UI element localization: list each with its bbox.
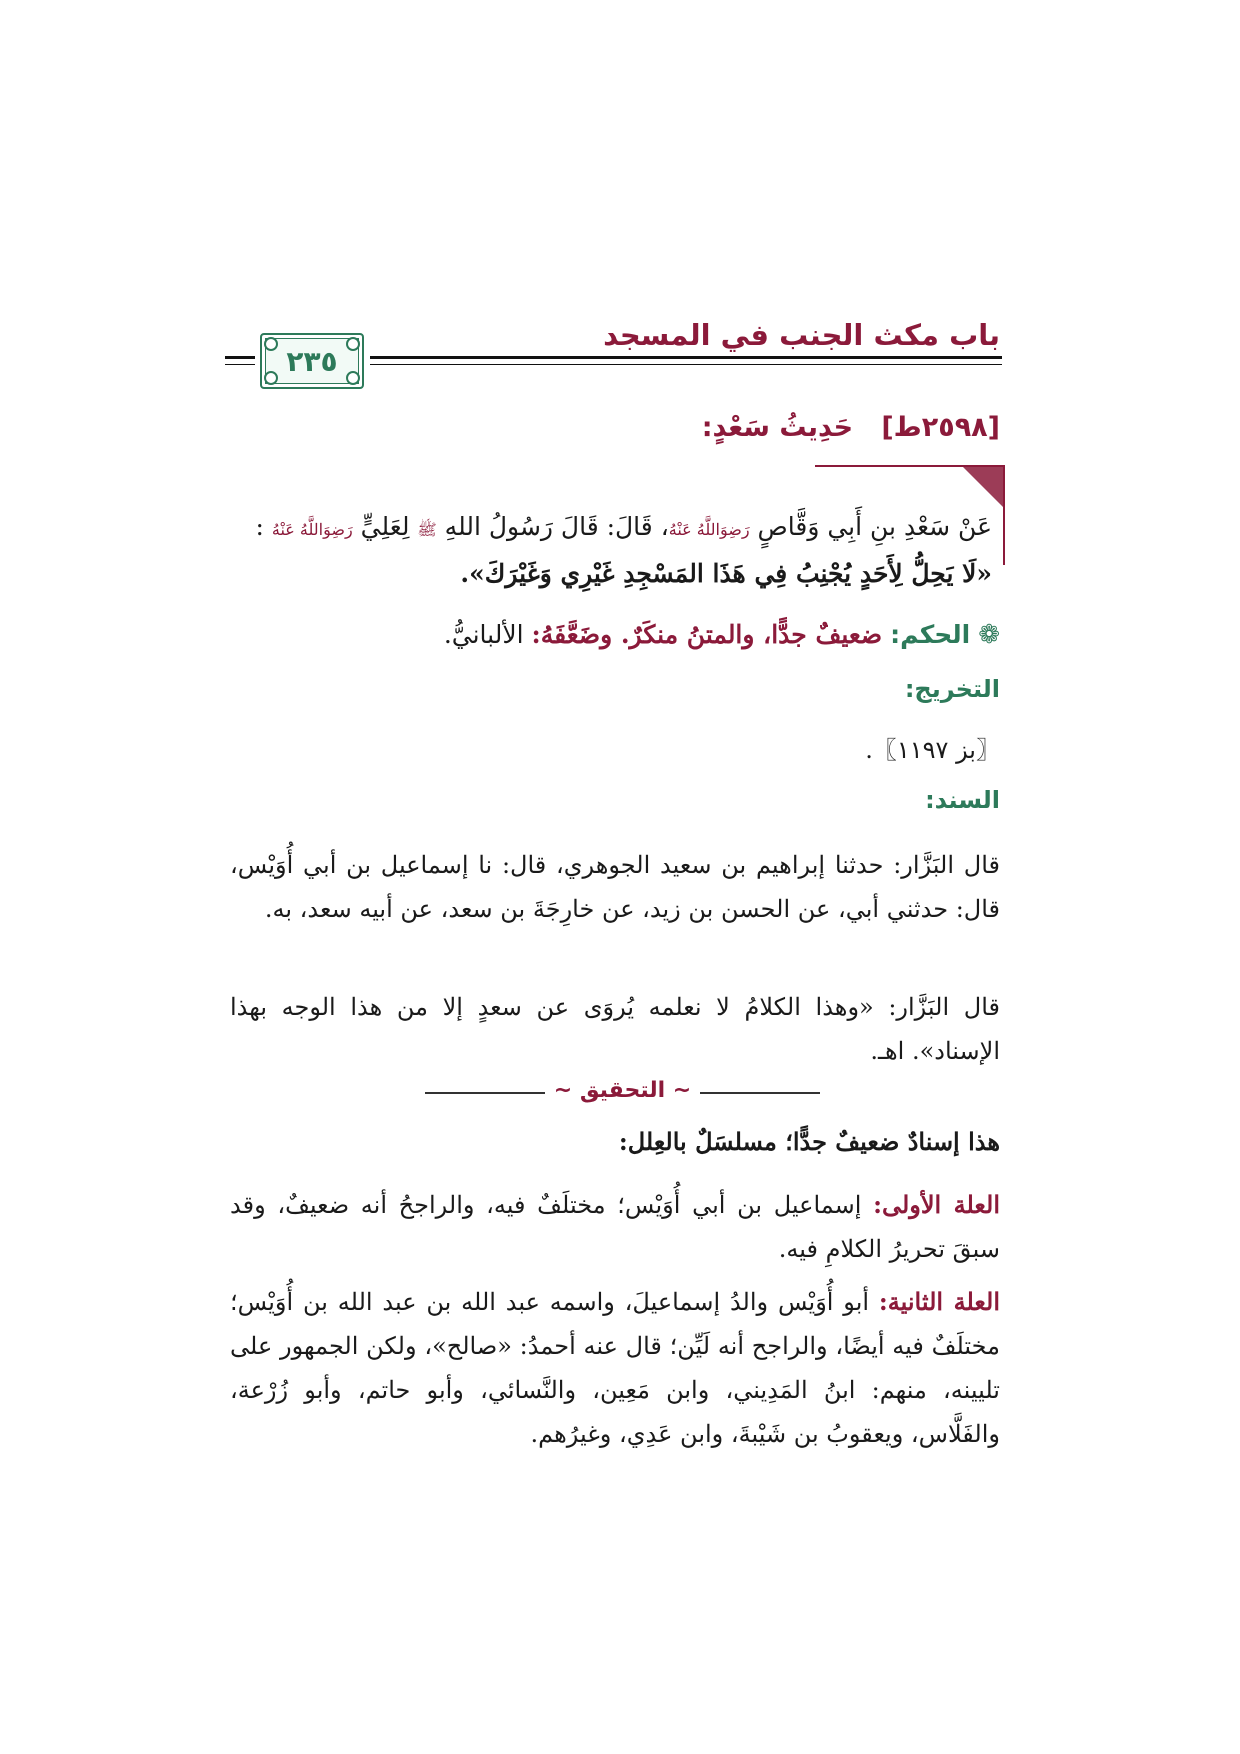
sanad-heading: السند:: [925, 786, 1000, 814]
hadith-number: [٢٥٩٨ط]: [881, 412, 1000, 443]
hadith-heading: [702, 412, 1000, 443]
tahqiq-summary: هذا إسنادٌ ضعيفٌ جدًّا؛ مسلسَلٌ بالعِلل:: [618, 1127, 1000, 1156]
takhrij-heading: التخريج:: [904, 675, 1000, 703]
isnad-text: عَنْ سَعْدِ بنِ أَبِي وَقَّاصٍ: [757, 512, 992, 541]
hadith-title: حَدِيثُ سَعْدٍ:: [701, 412, 854, 443]
hadith-matn: «لَا يَحِلُّ لِأَحَدٍ يُجْنِبُ فِي هَذَا المَسْجِدِ غَيْرِي وَغَيْرَكَ».: [460, 559, 992, 588]
corner-ornament-icon: [961, 465, 1005, 509]
isnad-text: لِعَلِيٍّ: [360, 512, 410, 541]
ruling-label: الحكم:: [890, 620, 971, 649]
chapter-title: باب مكث الجنب في المسجد: [603, 318, 1000, 352]
header-rule: [370, 356, 1002, 359]
honorific: رَضِوَاللَّهُ عَنْهُ: [271, 520, 353, 539]
page-number-badge: [260, 333, 364, 389]
ruling-line: [444, 620, 1000, 650]
page-number: ٢٣٥: [286, 345, 338, 378]
illa-text: إسماعيل بن أبي أُوَيْس؛ مختلَفٌ فيه، والراجحُ أنه ضعيفٌ، وقد سبقَ تحريرُ الكلامِ فيه.: [230, 1191, 1000, 1263]
honorific: رَضِوَاللَّهُ عَنْهُ: [668, 520, 750, 539]
frame-line: [1003, 465, 1005, 565]
illa-label: العلة الثانية:: [878, 1287, 1000, 1316]
sanad-paragraph: قال البَزَّار: حدثنا إبراهيم بن سعيد الجوهري، قال: نا إسماعيل بن أبي أُوَيْس، قال: حدثني أبي، عن الحسن بن زيد، عن خارِجَةَ بن سعد، عن أبيه سعد، به.: [230, 851, 1000, 923]
illa-second: [230, 1280, 1000, 1456]
section-divider: ~ التحقيق ~: [425, 1078, 820, 1108]
illa-label: العلة الأولى:: [873, 1190, 1000, 1219]
takhrij-reference: 〖بز ١١٩٧〗.: [865, 736, 1000, 764]
flower-icon: ❁: [978, 620, 1000, 650]
header-rule-left-thin: [225, 364, 255, 365]
isnad-text: ، قَالَ: قَالَ رَسُولُ اللهِ: [444, 512, 669, 541]
honorific-prophet: ﷺ: [417, 520, 437, 539]
tahqiq-heading: التحقيق: [579, 1078, 666, 1103]
header-rule-thin: [370, 364, 1002, 365]
illa-text: أبو أُوَيْس والدُ إسماعيلَ، واسمه عبد الله بن عبد الله بن أُوَيْس؛ مختلَفٌ فيه أيضًا، والراجح أنه لَيِّن؛ قال عنه أحمدُ: «صالح»، ولكن الجمهور على تليينه، منهم: ابنُ المَدِيني، وابن مَعِين، والنَّسائي، وأبو حاتم، وأبو زُرْعة، والفَلَّاس، ويعقوبُ بن شَيْبةَ، وابن عَدِي، وغيرُهم.: [230, 1288, 1000, 1448]
ruling-verdict: ضعيفٌ جدًّا، والمتنُ منكَرٌ. وضَعَّفَهُ:: [531, 620, 883, 649]
illa-first: [230, 1183, 1000, 1271]
ruling-by: الألبانيُّ.: [443, 620, 524, 649]
header-rule-left: [225, 356, 255, 359]
hadith-text: [222, 505, 992, 596]
frame-line: [815, 465, 1005, 467]
isnad-text: :: [255, 512, 264, 541]
bazzar-quote: قال البَزَّار: «وهذا الكلامُ لا نعلمه يُروَى عن سعدٍ إلا من هذا الوجه بهذا الإسناد». اهـ.: [230, 993, 1000, 1065]
